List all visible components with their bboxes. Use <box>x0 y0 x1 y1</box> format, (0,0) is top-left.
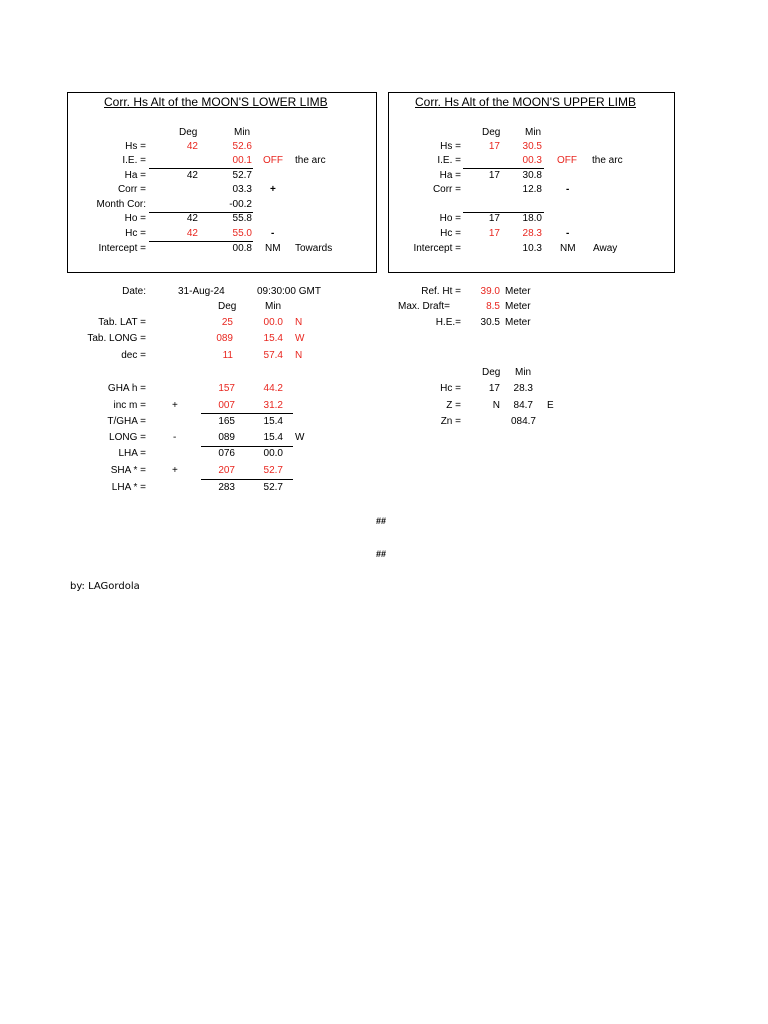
tgha-min: 15.4 <box>263 416 283 427</box>
lower-month-min: -00.2 <box>229 199 252 210</box>
lower-intercept-min: 00.8 <box>232 243 252 254</box>
date-value[interactable]: 31-Aug-24 <box>178 286 225 297</box>
upper-hs-deg[interactable]: 17 <box>488 141 500 152</box>
lower-divider-3 <box>149 241 253 242</box>
gha-deg[interactable]: 157 <box>218 383 235 394</box>
inc-label: inc m = <box>113 400 146 411</box>
tab-lat-label: Tab. LAT = <box>98 317 146 328</box>
result-zn-label: Zn = <box>440 416 461 427</box>
upper-intercept-dir: Away <box>593 243 618 254</box>
date-label: Date: <box>122 286 146 297</box>
result-hc-deg: 17 <box>488 383 500 394</box>
upper-ha-label: Ha = <box>439 170 461 181</box>
lower-hc-deg[interactable]: 42 <box>186 228 198 239</box>
result-zn-value: 084.7 <box>510 416 536 427</box>
dec-label: dec = <box>121 350 146 361</box>
upper-ha-min: 30.8 <box>522 170 542 181</box>
dec-deg[interactable]: 11 <box>222 350 233 361</box>
tab-long-deg[interactable]: 089 <box>216 333 233 344</box>
lower-hc-label: Hc = <box>125 228 146 239</box>
lower-hc-sign: - <box>271 228 275 239</box>
long-dir: W <box>295 432 305 443</box>
lha-star-deg: 283 <box>218 482 235 493</box>
lower-corr-sign: + <box>270 184 276 195</box>
result-col-deg: Deg <box>482 367 501 378</box>
lower-hs-label: Hs = <box>125 141 146 152</box>
upper-intercept-nm: NM <box>560 243 576 254</box>
inc-min[interactable]: 31.2 <box>263 400 283 411</box>
lower-month-label: Month Cor: <box>96 199 146 210</box>
upper-limb-title: Corr. Hs Alt of the MOON'S UPPER LIMB <box>415 95 637 109</box>
upper-hc-min[interactable]: 28.3 <box>522 228 542 239</box>
lower-divider-1 <box>149 168 253 169</box>
lower-col-deg: Deg <box>179 127 198 138</box>
sha-label: SHA * = <box>110 465 146 476</box>
result-z-suffix: E <box>547 400 554 411</box>
upper-corr-label: Corr = <box>432 184 461 195</box>
upper-ho-label: Ho = <box>439 213 461 224</box>
ref-ht-value[interactable]: 39.0 <box>480 286 500 297</box>
upper-intercept-label: Intercept = <box>413 243 461 254</box>
date-col-min: Min <box>265 301 282 312</box>
inc-deg[interactable]: 007 <box>218 400 235 411</box>
upper-hs-label: Hs = <box>440 141 461 152</box>
upper-ho-min: 18.0 <box>522 213 542 224</box>
lower-ie-arc: the arc <box>295 155 326 166</box>
inc-sign: + <box>172 400 178 411</box>
lower-intercept-dir: Towards <box>295 243 333 254</box>
upper-intercept-min: 10.3 <box>522 243 542 254</box>
lower-ie-min[interactable]: 00.1 <box>232 155 252 166</box>
result-hc-label: Hc = <box>440 383 461 394</box>
lower-intercept-label: Intercept = <box>98 243 146 254</box>
upper-ie-arc: the arc <box>592 155 623 166</box>
tab-long-dir[interactable]: W <box>295 333 305 344</box>
upper-ho-deg: 17 <box>488 213 500 224</box>
upper-ha-deg: 17 <box>488 170 500 181</box>
draft-label: Max. Draft= <box>398 301 450 312</box>
date-divider-1 <box>201 413 293 414</box>
upper-ie-off[interactable]: OFF <box>557 155 577 166</box>
lha-deg: 076 <box>218 448 235 459</box>
tab-lat-deg[interactable]: 25 <box>221 317 233 328</box>
lha-star-min: 52.7 <box>263 482 283 493</box>
lower-corr-label: Corr = <box>117 184 146 195</box>
upper-corr-sign: - <box>566 184 570 195</box>
lha-star-label: LHA * = <box>111 482 146 493</box>
lower-hc-min[interactable]: 55.0 <box>232 228 252 239</box>
overflow-mark-1: ## <box>376 516 387 526</box>
upper-hc-sign: - <box>566 228 570 239</box>
time-value[interactable]: 09:30:00 GMT <box>257 286 321 297</box>
gha-label: GHA h = <box>107 383 146 394</box>
result-z-prefix: N <box>492 400 500 411</box>
upper-ie-label: I.E. = <box>437 155 461 166</box>
long-sign: - <box>173 432 177 443</box>
lower-hs-min[interactable]: 52.6 <box>232 141 252 152</box>
ref-ht-label: Ref. Ht = <box>421 286 461 297</box>
lower-ha-label: Ha = <box>124 170 146 181</box>
upper-hc-label: Hc = <box>440 228 461 239</box>
upper-col-deg: Deg <box>482 127 501 138</box>
result-z-value: 84.7 <box>513 400 533 411</box>
tab-long-label: Tab. LONG = <box>87 333 146 344</box>
upper-col-min: Min <box>525 127 542 138</box>
result-z-label: Z = <box>446 400 461 411</box>
lower-ha-min: 52.7 <box>232 170 252 181</box>
lower-hs-deg[interactable]: 42 <box>186 141 198 152</box>
draft-value[interactable]: 8.5 <box>486 301 500 312</box>
date-divider-2 <box>201 446 293 447</box>
he-value: 30.5 <box>480 317 500 328</box>
upper-divider-1 <box>463 168 544 169</box>
lower-ho-label: Ho = <box>124 213 146 224</box>
author-credit: by: LAGordola <box>70 581 140 592</box>
lower-ie-label: I.E. = <box>122 155 146 166</box>
dec-min[interactable]: 57.4 <box>263 350 283 361</box>
sha-deg[interactable]: 207 <box>218 465 235 476</box>
date-col-deg: Deg <box>218 301 237 312</box>
result-hc-min: 28.3 <box>513 383 533 394</box>
date-divider-3 <box>201 479 293 480</box>
he-unit: Meter <box>505 317 531 328</box>
tab-lat-min[interactable]: 00.0 <box>263 317 283 328</box>
lha-min: 00.0 <box>263 448 283 459</box>
gha-min[interactable]: 44.2 <box>263 383 283 394</box>
lower-ho-min: 55.8 <box>232 213 252 224</box>
overflow-mark-2: ## <box>376 549 387 559</box>
upper-hs-min[interactable]: 30.5 <box>522 141 542 152</box>
sha-min[interactable]: 52.7 <box>263 465 283 476</box>
lower-col-min: Min <box>234 127 251 138</box>
long-min: 15.4 <box>263 432 283 443</box>
lower-ho-deg: 42 <box>186 213 198 224</box>
upper-hc-deg[interactable]: 17 <box>488 228 500 239</box>
dec-dir[interactable]: N <box>295 350 303 361</box>
long-label: LONG = <box>109 432 146 443</box>
tgha-deg: 165 <box>218 416 235 427</box>
result-col-min: Min <box>515 367 532 378</box>
lha-label: LHA = <box>118 448 146 459</box>
lower-ie-off[interactable]: OFF <box>263 155 283 166</box>
he-label: H.E.= <box>435 317 461 328</box>
draft-unit: Meter <box>505 301 531 312</box>
tgha-label: T/GHA = <box>107 416 146 427</box>
ref-ht-unit: Meter <box>505 286 531 297</box>
lower-corr-min: 03.3 <box>232 184 252 195</box>
tab-long-min[interactable]: 15.4 <box>263 333 283 344</box>
upper-ie-min[interactable]: 00.3 <box>522 155 542 166</box>
upper-corr-min: 12.8 <box>522 184 542 195</box>
lower-ha-deg: 42 <box>186 170 198 181</box>
sha-sign: + <box>172 465 178 476</box>
long-deg: 089 <box>218 432 235 443</box>
tab-lat-dir[interactable]: N <box>295 317 303 328</box>
lower-intercept-nm: NM <box>265 243 281 254</box>
lower-limb-title: Corr. Hs Alt of the MOON'S LOWER LIMB <box>104 95 328 109</box>
